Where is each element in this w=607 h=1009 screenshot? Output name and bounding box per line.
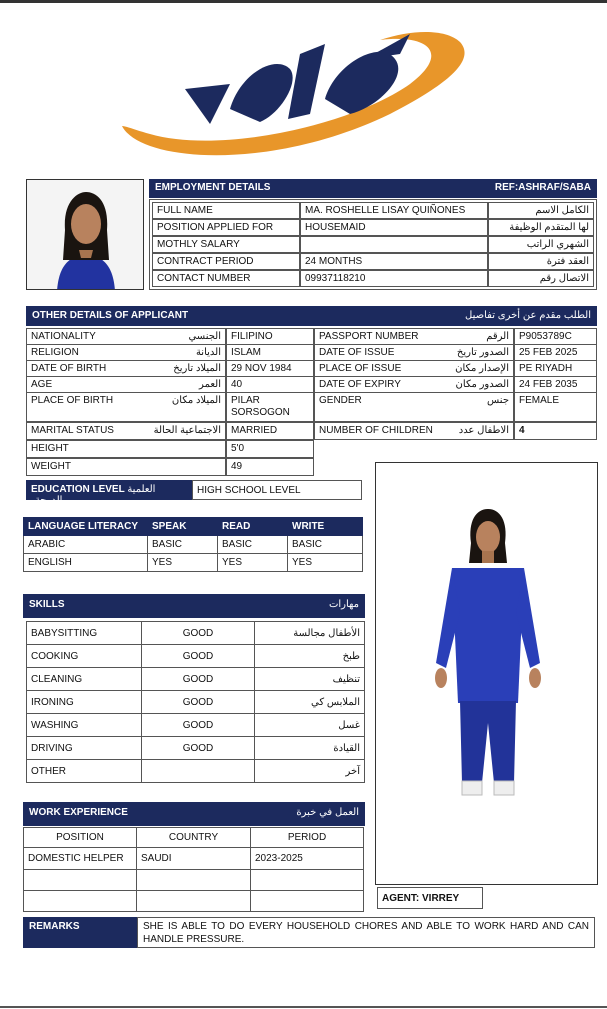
table-row [24,870,364,891]
table-row [24,848,364,870]
pob-label: PLACE OF BIRTH الميلاد مكان [26,392,226,422]
employment-label-0: FULL NAME [152,202,300,219]
work-header-cell: POSITION [24,828,137,848]
age-value: 40 [226,376,314,393]
work-header-cell: PERIOD [251,828,364,848]
nationality-value: FILIPINO [226,328,314,345]
doi-label: DATE OF ISSUE الصدور تاريخ [314,344,514,361]
children-label: NUMBER OF CHILDREN الاطفال عدد [314,422,514,440]
work-cell [137,891,251,912]
work-cell: 2023-2025 [251,848,364,870]
skills-table [26,621,365,783]
language-header-3: WRITE [288,518,363,536]
table-row [27,691,365,714]
skill-ar: آخر [255,760,365,783]
language-table [23,517,363,572]
skills-title: SKILLS [29,599,65,610]
employment-label-4: CONTACT NUMBER [152,270,300,287]
language-cell: YES [218,554,288,572]
skill-ar: القيادة [255,737,365,760]
table-row [24,536,363,554]
employment-ar-1: لها المتقدم الوظيفة [488,219,594,236]
language-cell: ENGLISH [24,554,148,572]
skill-ar: الملابس كي [255,691,365,714]
skill-level: GOOD [142,668,255,691]
dob-value: 29 NOV 1984 [226,360,314,377]
employment-ar-2: الشهري الراتب [488,236,594,253]
language-cell: ARABIC [24,536,148,554]
poi-label: PLACE OF ISSUE الإصدار مكان [314,360,514,377]
language-cell: BASIC [218,536,288,554]
top-rule [0,0,607,3]
skill-ar: تنظيف [255,668,365,691]
employment-label-3: CONTRACT PERIOD [152,253,300,270]
skill-ar: طبخ [255,645,365,668]
weight-value: 49 [226,458,314,476]
work-cell [251,891,364,912]
applicant-full-body-photo [375,462,598,885]
religion-value: ISLAM [226,344,314,361]
table-row [27,760,365,783]
age-label: AGE العمر [26,376,226,393]
table-row [27,622,365,645]
applicant-headshot [26,179,144,290]
skill-name: IRONING [27,691,142,714]
table-row [24,891,364,912]
skill-name: BABYSITTING [27,622,142,645]
employment-value-3: 24 MONTHS [300,253,488,270]
skill-level: GOOD [142,622,255,645]
pob-value-line1: PILAR [231,395,260,406]
employment-ar-4: الاتصال رقم [488,270,594,287]
language-cell: BASIC [288,536,363,554]
work-cell [251,870,364,891]
table-row [27,714,365,737]
work-cell [137,870,251,891]
marital-label: MARITAL STATUS الاجتماعية الحالة [26,422,226,440]
nationality-label: NATIONALITY الجنسي [26,328,226,345]
marital-value: MARRIED [226,422,314,440]
employment-ar-0: الكامل الاسم [488,202,594,219]
gender-label: GENDER جنس [314,392,514,422]
work-cell: DOMESTIC HELPER [24,848,137,870]
doi-value: 25 FEB 2025 [514,344,597,361]
skill-level: GOOD [142,714,255,737]
table-row [24,828,364,848]
doe-label: DATE OF EXPIRY الصدور مكان [314,376,514,393]
employment-value-4: 09937118210 [300,270,488,287]
language-header-0: LANGUAGE LITERACY [24,518,148,536]
education-label: EDUCATION LEVEL العلمية الدرجة [26,480,192,500]
language-header-2: READ [218,518,288,536]
table-row [27,737,365,760]
work-cell [24,870,137,891]
employment-ar-3: العقد فترة [488,253,594,270]
employment-label-1: POSITION APPLIED FOR [152,219,300,236]
children-value: 4 [514,422,597,440]
bottom-rule [0,1006,607,1008]
passport-label: PASSPORT NUMBER الرقم [314,328,514,345]
skill-name: DRIVING [27,737,142,760]
work-title-ar: العمل في خبرة [296,807,359,818]
passport-value: P9053789C [514,328,597,345]
other-details-title-ar: الطلب مقدم عن أخرى تفاصيل [465,310,591,321]
work-title: WORK EXPERIENCE [29,807,128,818]
language-cell: BASIC [148,536,218,554]
employment-value-2 [300,236,488,253]
skills-title-ar: مهارات [328,599,359,610]
skill-ar: غسل [255,714,365,737]
skill-name: OTHER [27,760,142,783]
weight-label: WEIGHT [26,458,226,476]
employment-ref: REF:ASHRAF/SABA [494,182,591,193]
skills-header [23,594,365,618]
employment-label-2: MOTHLY SALARY [152,236,300,253]
education-value: HIGH SCHOOL LEVEL [192,480,362,500]
dob-label: DATE OF BIRTH الميلاد تاريخ [26,360,226,377]
table-row [27,668,365,691]
poi-value: PE RIYADH [514,360,597,377]
pob-value [226,392,314,422]
language-header-1: SPEAK [148,518,218,536]
table-row [24,554,363,572]
skill-level: GOOD [142,645,255,668]
doe-value: 24 FEB 2035 [514,376,597,393]
employment-title: EMPLOYMENT DETAILS [155,182,271,193]
work-cell: SAUDI [137,848,251,870]
skill-level: GOOD [142,737,255,760]
gender-value: FEMALE [514,392,597,422]
skill-name: CLEANING [27,668,142,691]
remarks-text: SHE IS ABLE TO DO EVERY HOUSEHOLD CHORES AND ABLE TO WORK HARD AND CAN HANDLE PRESSURE. [137,917,595,948]
agent-label: AGENT: VIRREY [377,887,483,909]
skill-ar: الأطفال مجالسة [255,622,365,645]
remarks-label: REMARKS [23,917,137,948]
height-label: HEIGHT [26,440,226,458]
other-details-title: OTHER DETAILS OF APPLICANT [32,310,189,321]
work-cell [24,891,137,912]
work-header-cell: COUNTRY [137,828,251,848]
pob-value-line2: SORSOGON [231,407,290,418]
skill-level: GOOD [142,691,255,714]
skill-level [142,760,255,783]
employment-header [149,179,597,198]
language-cell: YES [288,554,363,572]
company-logo [110,14,480,174]
employment-value-1: HOUSEMAID [300,219,488,236]
education-label-ar: العلمية الدرجة [35,484,156,506]
employment-value-0: MA. ROSHELLE LISAY QUIÑONES [300,202,488,219]
religion-label: RELIGION الديانة [26,344,226,361]
table-row [27,645,365,668]
work-table [23,827,364,912]
work-header [23,802,365,826]
skill-name: COOKING [27,645,142,668]
skill-name: WASHING [27,714,142,737]
height-value: 5'0 [226,440,314,458]
other-details-header [26,306,597,326]
language-cell: YES [148,554,218,572]
